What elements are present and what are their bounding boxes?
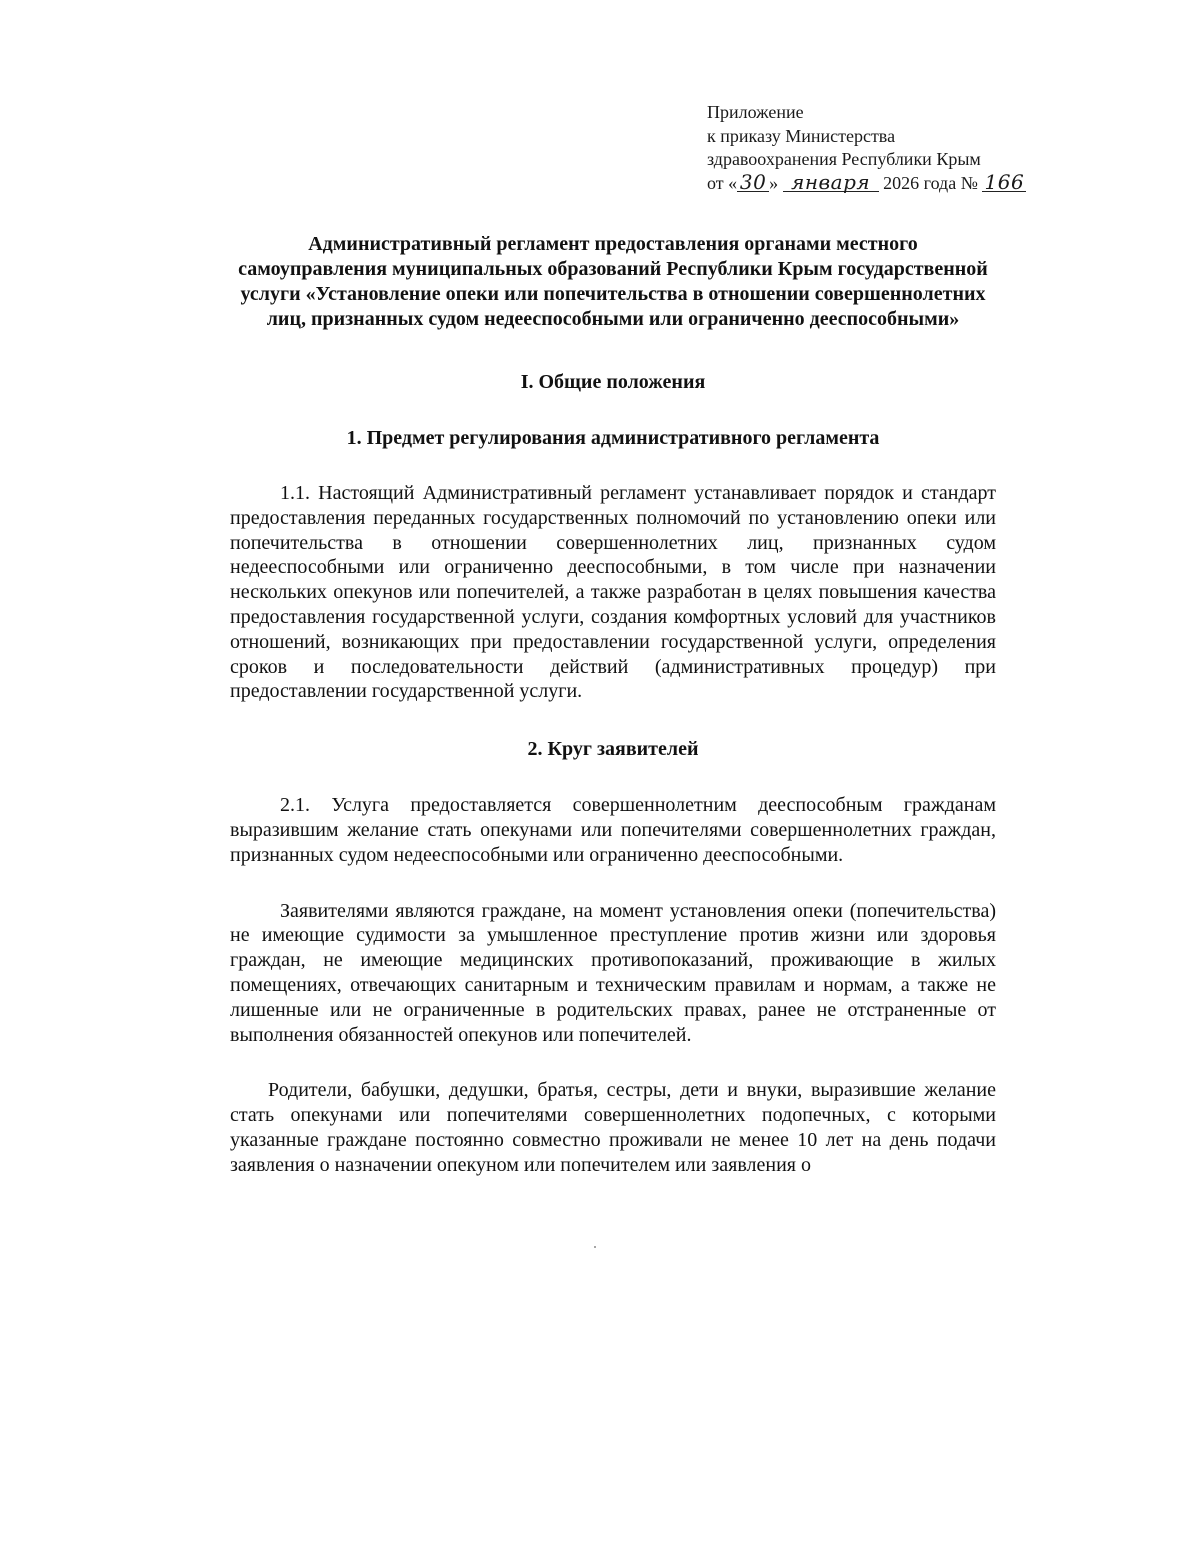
scan-speck bbox=[594, 1246, 596, 1248]
handwritten-order-number: 166 bbox=[982, 173, 1026, 192]
section-heading-applicants: 2. Круг заявителей bbox=[527, 738, 699, 761]
date-suffix: 2026 года № bbox=[878, 172, 983, 193]
paragraph-1-1: 1.1. Настоящий Административный регламент устанавливает порядок и стандарт предоставления переданных государственных полномочий по установлению опеки или попечительства в отношении совершеннолетних лиц, признанных судом недееспособными или ограниченно дееспособными, в том числе при назначении нескольких опекунов или попечителей, а также разработан в целях повышения качества предоставления государственной услуги, создания комфортных условий для участников отношений, возникающих при предоставлении государственной услуги, определения сроков и последовательности действий (административных процедур) при предоставлении государственной услуги. bbox=[230, 482, 996, 703]
approval-line-date bbox=[707, 169, 1025, 196]
document-title: Административный регламент предоставления органами местного самоуправления муниципальных образований Республики Крым государственной услуги «Установление опеки или попечительства в отношении совершеннолетних лиц, признанных судом недееспособными или ограниченно дееспособными» bbox=[238, 233, 988, 330]
approval-block bbox=[707, 101, 1025, 195]
document-body bbox=[230, 232, 996, 1178]
section-heading-general: I. Общие положения bbox=[520, 371, 706, 393]
paragraph-2-1: 2.1. Услуга предоставляется совершеннолетним дееспособным гражданам выразившим желание стать опекунами или попечителями совершеннолетних граждан, признанных судом недееспособными или ограниченно дееспособными. bbox=[230, 794, 996, 866]
handwritten-month: января bbox=[783, 173, 879, 192]
paragraph-applicants: Заявителями являются граждане, на момент установления опеки (попечительства) не имеющие судимости за умышленное преступление против жизни или здоровья граждан, не имеющие медицинских противопоказаний, проживающие в жилых помещениях, отвечающих санитарным и техническим правилам и нормам, а также не лишенные или не ограниченные в родительских правах, ранее не отстраненные от выполнения обязанностей опекунов или попечителей. bbox=[230, 899, 996, 1046]
section-heading-subject: 1. Предмет регулирования административного регламента bbox=[346, 427, 880, 449]
date-mid: » bbox=[769, 172, 783, 193]
approval-line-ministry: здравоохранения Республики Крым bbox=[707, 149, 981, 169]
approval-line-appendix: Приложение bbox=[707, 102, 804, 122]
date-prefix: от « bbox=[707, 172, 738, 193]
approval-line-order: к приказу Министерства bbox=[707, 125, 896, 146]
handwritten-day: 30 bbox=[737, 173, 769, 192]
paragraph-relatives: Родители, бабушки, дедушки, братья, сестры, дети и внуки, выразившие желание стать опекунами или попечителями совершеннолетних подопечных, с которыми указанные граждане постоянно совместно проживали не менее 10 лет на день подачи заявления о назначении опекуном или попечителем или заявления о bbox=[230, 1079, 996, 1176]
